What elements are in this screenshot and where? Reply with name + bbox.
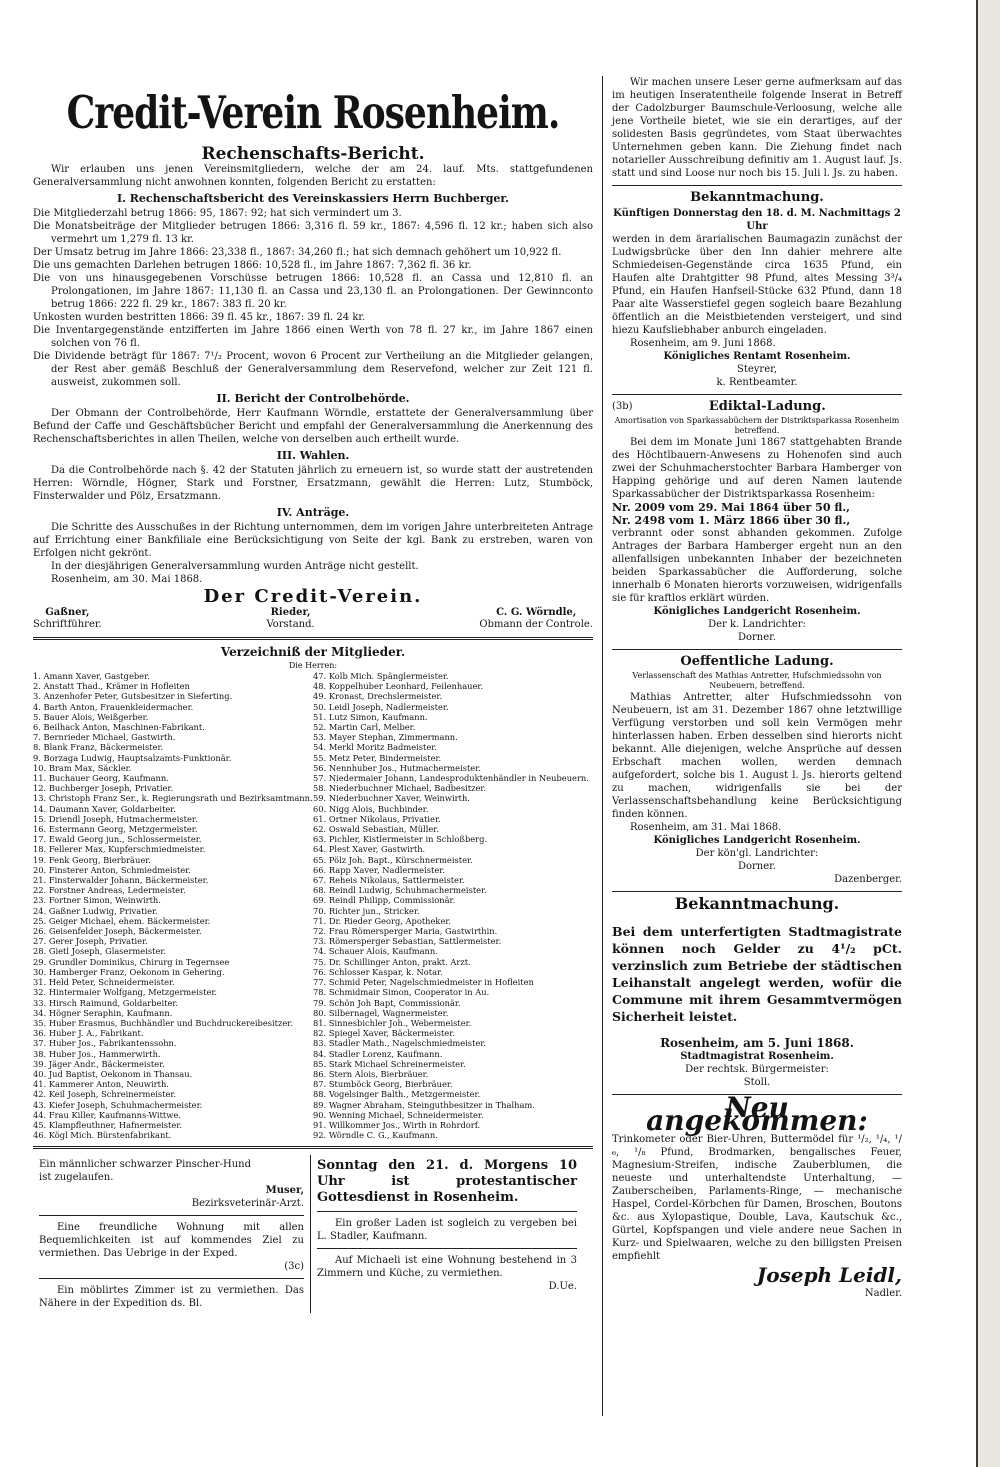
member-item: 17. Ewald Georg jun., Schlossermeister.: [33, 834, 202, 845]
member-item: 56. Nennhuber Jos., Hutmachermeister.: [313, 762, 481, 773]
ads-row: [33, 1155, 593, 1313]
column-divider: [602, 76, 603, 1416]
section-4-heading: IV. Anträge.: [276, 506, 350, 519]
rentamt-date: Rosenheim, am 9. Juni 1868.: [630, 338, 776, 349]
member-item: 16. Estermann Georg, Metzgermeister.: [33, 824, 198, 835]
report-item: Die Dividende beträgt für 1867: 7¹/₂ Procent, wovon 6 Procent zur Vertheilung an die Mitglieder gelangen, der Rest aber gemäß Beschluß der Generalversammlung dem Reservefond, welcher zur Zeit 121 fl. ausweist, zukommen soll.: [33, 351, 593, 388]
flat-ad-mark: (3c): [284, 1261, 304, 1273]
signatory: [479, 607, 593, 631]
member-item: 26. Geisenfelder Joseph, Bäckermeister.: [33, 926, 202, 937]
signatory-name: Gaßner,: [45, 607, 90, 618]
member-item: 73. Römersperger Sebastian, Sattlermeister.: [313, 936, 502, 947]
ads-column: [311, 1155, 583, 1313]
member-item: 65. Pölz Joh. Bapt., Kürschnermeister.: [313, 854, 473, 865]
flat-ad: Eine freundliche Wohnung mit allen Bequemlichkeiten ist auf kommendes Ziel zu vermiethen. Das Uebrige in der Exped.: [39, 1222, 304, 1260]
summons-office: Königliches Landgericht Rosenheim.: [653, 835, 861, 846]
member-item: 20. Finsterer Anton, Schmiedmeister.: [33, 864, 191, 875]
dog-ad-role: Bezirksveterinär-Arzt.: [191, 1198, 304, 1210]
member-item: 61. Ortner Nikolaus, Privatier.: [313, 813, 441, 824]
edict-name: Dorner.: [737, 632, 777, 643]
divider: [317, 1248, 577, 1249]
members-heading: Verzeichniß der Mitglieder.: [220, 645, 406, 659]
member-item: 37. Huber Jos., Fabrikantenssohn.: [33, 1038, 177, 1049]
edict-text: Bei dem im Monate Juni 1867 stattgehabten Brande des Höchtlbauern-Anwesens zu Hohenofen sind auch zwei der Schuhmacherstochter Barbara Hamberger von Happing gehörige und auf deren Namen lautende Sparkassabücher der Distriktsparkassa Rosenheim:: [612, 437, 902, 500]
signatory-role: Schriftführer.: [33, 619, 102, 630]
lending-role: Der rechtsk. Bürgermeister:: [685, 1064, 829, 1075]
member-item: 76. Schlosser Kaspar, k. Notar.: [313, 966, 443, 977]
member-item: 79. Schön Joh Bapt, Commissionär.: [313, 997, 461, 1008]
member-item: 30. Hamberger Franz, Oekonom in Gehering.: [33, 966, 225, 977]
member-item: 27. Gerer Joseph, Privatier.: [33, 936, 148, 947]
divider: [33, 637, 593, 640]
report-subtitle: Rechenschafts-Bericht.: [201, 144, 425, 164]
rentamt-name: Steyrer,: [737, 364, 777, 375]
member-item: 44. Frau Killer, Kaufmanns-Wittwe.: [33, 1109, 181, 1120]
member-item: 31. Held Peter, Schneidermeister.: [33, 977, 175, 988]
member-item: 66. Rapp Xaver, Nadlermeister.: [313, 864, 445, 875]
member-item: 21. Finsterwalder Johann, Bäckermeister.: [33, 875, 209, 886]
signature-block: [33, 607, 593, 631]
member-item: 24. Gaßner Ludwig, Privatier.: [33, 905, 158, 916]
member-item: 70. Richter jun., Stricker.: [313, 905, 420, 916]
signatory-name: C. G. Wörndle,: [496, 607, 577, 618]
left-column: [33, 60, 593, 1430]
member-item: 7. Bernrieder Michael, Gastwirth.: [33, 732, 176, 743]
divider: [612, 891, 902, 892]
member-item: 83. Stadler Math., Nagelschmiedmeister.: [313, 1038, 487, 1049]
member-item: 64. Plest Xaver, Gastwirth.: [313, 844, 426, 855]
report-item: Die von uns hinausgegebenen Vorschüsse betrugen 1866: 10,528 fl. an Cassa und 12,810 fl. an Prolongationen, im Jahre 1867: 11,130 fl. an Cassa und 23,130 fl. an Prolongationen. Der Gewinnconto betrug 1866: 222 fl. 29 kr., 1867: 383 fl. 20 kr.: [33, 273, 593, 310]
member-item: 13. Christoph Franz Ser., k. Regierungsrath und Bezirksamtmann.: [33, 793, 313, 804]
member-item: 33. Hirsch Raimund, Goldarbeiter.: [33, 997, 179, 1008]
member-item: 75. Dr. Schillinger Anton, prakt. Arzt.: [313, 956, 471, 967]
summons-heading: Oeffentliche Ladung.: [680, 654, 834, 669]
flat-ad-2: Auf Michaeli ist eine Wohnung bestehend in 3 Zimmern und Küche, zu vermiethen.: [317, 1255, 577, 1280]
members-list-right: [313, 671, 593, 1140]
new-arrivals-name: Joseph Leidl,: [756, 1263, 902, 1287]
member-item: 49. Kronast, Drechslermeister.: [313, 691, 443, 702]
section-3-heading: III. Wahlen.: [276, 449, 350, 462]
right-column: [612, 76, 902, 1446]
service-ad: Sonntag den 21. d. Morgens 10 Uhr ist protestantischer Gottesdienst in Rosenheim.: [317, 1158, 577, 1206]
member-item: 23. Fortner Simon, Weinwirth.: [33, 895, 161, 906]
rentamt-date-line: Künftigen Donnerstag den 18. d. M. Nachmittags 2 Uhr: [613, 208, 901, 232]
divider: [39, 1215, 304, 1216]
member-item: 91. Willkommer Jos., Wirth in Rohrdorf.: [313, 1119, 481, 1130]
member-item: 62. Oswald Sebastian, Müller.: [313, 824, 439, 835]
member-item: 48. Koppelhuber Leonhard, Feilenhauer.: [313, 681, 484, 692]
summons-date: Rosenheim, am 31. Mai 1868.: [630, 822, 782, 833]
divider: [39, 1278, 304, 1279]
member-item: 6. Beilhack Anton, Maschinen-Fabrikant.: [33, 722, 205, 733]
member-item: 88. Vogelsinger Balth., Metzgermeister.: [313, 1089, 481, 1100]
member-item: 90. Wenning Michael, Schneidermeister.: [313, 1109, 484, 1120]
member-item: 80. Silbernagel, Wagnermeister.: [313, 1007, 449, 1018]
member-item: 74. Schauer Alois, Kaufmann.: [313, 946, 438, 957]
member-item: 43. Kiefer Joseph, Schuhmachermeister.: [33, 1099, 203, 1110]
member-item: 12. Buchberger Joseph, Privatier.: [33, 783, 174, 794]
report-item: Die Inventargegenstände entzifferten im Jahre 1866 einen Werth von 78 fl. 27 kr., im Jahre 1867 einen solchen von 76 fl.: [33, 325, 593, 349]
member-item: 59. Niederbuchner Xaver, Weinwirth.: [313, 793, 470, 804]
section-2-text: Der Obmann der Controlbehörde, Herr Kaufmann Wörndle, erstattete der Generalversammlung über Befund der Caffe und Geschäftsbücher Bericht und empfahl der Generalversammlung die Anerkennung des Rechenschaftsberichtes in allen Theilen, welche von derselben auch ertheilt wurde.: [33, 408, 593, 445]
member-item: 89. Wagner Abraham, Steinguthbesitzer in Thalham.: [313, 1099, 535, 1110]
member-item: 60. Nigg Alois, Buchbinder.: [313, 803, 429, 814]
member-item: 50. Leidl Joseph, Nadlermeister.: [313, 701, 449, 712]
divider: [317, 1211, 577, 1212]
member-item: 86. Stern Alois, Bierbräuer.: [313, 1068, 429, 1079]
member-item: 35. Huber Erasmus, Buchhändler und Buchdruckereibesitzer.: [33, 1017, 293, 1028]
member-item: 77. Schmid Peter, Nagelschmiedmeister in Hofleiten: [313, 977, 534, 988]
lending-office: Stadtmagistrat Rosenheim.: [680, 1051, 834, 1062]
rentamt-role: k. Rentbeamter.: [716, 377, 798, 388]
member-item: 28. Gietl Joseph, Glasermeister.: [33, 946, 167, 957]
signature-title: Der Credit-Verein.: [203, 586, 423, 607]
member-item: 52. Martin Carl, Melber.: [313, 722, 416, 733]
member-item: 87. Stumböck Georg, Bierbräuer.: [313, 1079, 453, 1090]
report-item: Die Monatsbeiträge der Mitglieder betrugen 1866: 3,316 fl. 59 kr., 1867: 4,596 fl. 12 kr.; haben sich also vermehrt um 1,279 fl. 13 kr.: [33, 221, 593, 245]
member-item: 51. Lutz Simon, Kaufmann.: [313, 711, 428, 722]
signatory: [33, 607, 102, 631]
divider: [612, 394, 902, 395]
member-item: 40. Jud Baptist, Oekonom in Thansau.: [33, 1068, 193, 1079]
member-item: 19. Fenk Georg, Bierbräuer.: [33, 854, 151, 865]
member-item: 9. Borzaga Ludwig, Hauptsalzamts-Funktionär.: [33, 752, 232, 763]
member-item: 81. Sinnesbichler Joh., Webermeister.: [313, 1017, 472, 1028]
lending-text: Bei dem unterfertigten Stadtmagistrate können noch Gelder zu 4¹/₂ pCt. verzinslich zum Betriebe der städtischen Leihanstalt angelegt werden, wofür die Commune mit ihrem Gesammtvermögen Sicherheit leistet.: [612, 923, 902, 1024]
member-item: 8. Blank Franz, Bäckermeister.: [33, 742, 164, 753]
new-arrivals-text: Trinkometer oder Bier-Uhren, Buttermödel für ¹/₂, ¹/₄, ¹/₆, ¹/₈ Pfund, Brodmarken, bengalisches Feuer, Magnesium-Streifen, indische Zauberblumen, die neueste und unterhaltendste Unterhaltung, — Zauberscheiben, Parlaments-Ringe, — mechanische Haspel, Cordel-Körbchen für Damen, Broschen, Boutons &c. aus Xylopastique, Double, Lava, Kautschuk &c., Gürtel, Kopfspangen und viele andere neue Sachen in Kurz- und Spielwaaren, welche zu den billigsten Preisen empfiehlt: [612, 1134, 902, 1262]
member-item: 45. Klampfleuthner, Hafnermeister.: [33, 1119, 182, 1130]
room-ad: Ein möblirtes Zimmer ist zu vermiethen. Das Nähere in der Expedition ds. Bl.: [39, 1285, 304, 1310]
ads-column: [33, 1155, 311, 1313]
summons-text: Mathias Antretter, alter Hufschmiedssohn von Neubeuern, ist am 31. Dezember 1867 ohne letztwillige Verfügung verstorben und soll kein Vermögen mehr hinterlassen haben. Erben desselben sind hierorts nicht bekannt. Alle diejenigen, welche Ansprüche auf dessen Erbschaft machen wollen, werden demnach aufgefordert, solche bis 1. August l. Js. hierorts geltend zu machen, widrigenfalls sie bei der Verlassenschaftsbehandlung keine Berücksichtigung finden können.: [612, 692, 902, 820]
report-intro: Wir erlauben uns jenen Vereinsmitgliedern, welche der am 24. lauf. Mts. stattgefundenen Generalversammlung nicht anwohnen konnten, folgenden Bericht zu erstatten:: [33, 164, 593, 188]
section-4-text: Die Schritte des Ausschußes in der Richtung unternommen, dem im vorigen Jahre unterbreiteten Antrage auf Errichtung einer Bankfiliale eine Berücksichtigung von Seite der kgl. Bank zu erstreben, waren von Erfolgen nicht gekrönt.: [33, 522, 593, 559]
member-item: 92. Wörndle C. G., Kaufmann.: [313, 1130, 438, 1141]
lending-heading: Bekanntmachung.: [674, 894, 840, 913]
shop-ad: Ein großer Laden ist sogleich zu vergeben bei L. Stadler, Kaufmann.: [317, 1218, 577, 1243]
member-item: 63. Pichler, Kistlermeister in Schloßberg.: [313, 834, 488, 845]
signatory: [266, 607, 314, 631]
member-item: 78. Schmidmair Simon, Cooperator in Au.: [313, 987, 490, 998]
lending-date: Rosenheim, am 5. Juni 1868.: [660, 1036, 854, 1050]
members-sub: Die Herren:: [288, 661, 338, 670]
section-2-heading: II. Bericht der Controlbehörde.: [216, 392, 410, 405]
member-item: 32. Hintermaier Wolfgang, Metzgermeister.: [33, 987, 218, 998]
member-item: 11. Buchauer Georg, Kaufmann.: [33, 773, 169, 784]
flat-ad-2-mark: D.Ue.: [548, 1281, 577, 1293]
rentamt-text: werden in dem ärarialischen Baumagazin zunächst der Ludwigsbrücke über den Inn dahier mehrere alte Schmiedeisen-Gegenstände circa 1635 Pfund, ein Haufen alte Drahtgitter 98 Pfund, altes Messing 3³/₄ Pfund, ein Haufen Hanfseil-Stücke 632 Pfund, dann 18 Paar alte Wasserstiefel gegen sogleich baare Bezahlung öffentlich an die Meistbietenden versteigert, und sind hiezu Kaufsliebhaber anburch eingeladen.: [612, 234, 902, 336]
notice-cadolzburg: Wir machen unsere Leser gerne aufmerksam auf das im heutigen Inseratentheile folgende Inserat in Betreff der Cadolzburger Baumschule-Verloosung, welche alle jene Vortheile bietet, wie sie ein derartiges, auf der solidesten Basis gegründetes, vom Staat überwachtes Unternehmen geben kann. Die Ziehung findet nach notarieller Ausschreibung definitiv am 1. August lauf. Js. statt und sind Loose nur noch bis 15. Juli l. Js. zu haben.: [612, 77, 902, 179]
summons-clerk: Dazenberger.: [834, 874, 902, 885]
member-item: 69. Reindl Philipp, Commissionär.: [313, 895, 456, 906]
members-list-left: [33, 671, 313, 1140]
divider: [33, 1146, 593, 1149]
edict-book-2: Nr. 2498 vom 1. März 1866 über 30 fl.,: [612, 514, 851, 527]
summons-sub: Verlassenschaft des Mathias Antretter, Hufschmiedssohn von Neubeuern, betreffend.: [632, 671, 882, 690]
edict-text-2: verbrannt oder sonst abhanden gekommen. Zufolge Antrages der Barbara Hamberger ergeht nun an den allenfallsigen unbekannten Inhaber der bezeichneten beiden Sparkassabücher die Aufforderung, solche innerhalb 6 Monaten hierorts vorzuweisen, widrigenfalls sie für kraftlos erklärt würden.: [612, 528, 902, 604]
member-item: 36. Huber J. A., Fabrikant.: [33, 1028, 144, 1039]
member-item: 34. Högner Seraphin, Kaufmann.: [33, 1007, 173, 1018]
member-item: 4. Barth Anton, Frauenkleidermacher.: [33, 701, 194, 712]
member-item: 67. Reheis Nikolaus, Sattlermeister.: [313, 875, 465, 886]
member-item: 39. Jäger Andr., Bäckermeister.: [33, 1058, 165, 1069]
member-item: 54. Merkl Moritz Badmeister.: [313, 742, 437, 753]
report-item: Unkosten wurden bestritten 1866: 39 fl. 45 kr., 1867: 39 fl. 24 kr.: [33, 312, 366, 323]
divider: [612, 649, 902, 650]
report-item: Die Mitgliederzahl betrug 1866: 95, 1867: 92; hat sich vermindert um 3.: [33, 208, 402, 219]
rentamt-heading: Bekanntmachung.: [690, 190, 824, 205]
new-arrivals-heading: Neu angekommen:: [646, 1091, 868, 1137]
edict-office: Königliches Landgericht Rosenheim.: [653, 606, 861, 617]
member-item: 38. Huber Jos., Hammerwirth.: [33, 1048, 161, 1059]
member-item: 46. Kögl Mich. Bürstenfabrikant.: [33, 1130, 172, 1141]
member-item: 47. Kolb Mich. Spänglermeister.: [313, 671, 449, 681]
member-item: 1. Amann Xaver, Gastgeber.: [33, 671, 150, 681]
report-item: Der Umsatz betrug im Jahre 1866: 23,338 fl., 1867: 34,260 fl.; hat sich demnach gehöhert um 10,922 fl.: [33, 247, 562, 258]
dog-ad: [39, 1158, 304, 1184]
section-4-text: In der diesjährigen Generalversammlung wurden Anträge nicht gestellt.: [51, 561, 419, 572]
edict-mark: (3b): [612, 401, 633, 412]
edict-sub: Amortisation von Sparkassabüchern der Distriktsparkassa Rosenheim betreffend.: [614, 416, 900, 435]
page-edge: [976, 0, 1000, 1467]
member-item: 57. Niedermaier Johann, Landesproduktenhändler in Neubeuern.: [313, 773, 589, 784]
divider: [612, 185, 902, 186]
member-item: 72. Frau Römersperger Maria, Gastwirthin.: [313, 926, 498, 937]
summons-role: Der kön'gl. Landrichter:: [695, 848, 819, 859]
member-item: 55. Metz Peter, Bindermeister.: [313, 752, 442, 763]
member-item: 84. Stadler Lorenz, Kaufmann.: [313, 1048, 443, 1059]
section-3-text: Da die Controlbehörde nach §. 42 der Statuten jährlich zu erneuern ist, so wurde statt der austretenden Herren: Wörndle, Högner, Stark und Forstner, Ersatzmann, gewählt die Herren: Lutz, Stumböck, Finsterwalder und Pölz, Ersatzmann.: [33, 465, 593, 502]
lending-name: Stoll.: [743, 1077, 771, 1088]
edict-role: Der k. Landrichter:: [708, 619, 806, 630]
member-item: 25. Geiger Michael, ehem. Bäckermeister.: [33, 915, 211, 926]
edict-heading: [612, 400, 902, 413]
member-item: 42. Keil Joseph, Schreinermeister.: [33, 1089, 177, 1100]
signatory-role: Vorstand.: [266, 619, 315, 630]
rentamt-office: Königliches Rentamt Rosenheim.: [663, 351, 851, 362]
section-1-heading: I. Rechenschaftsbericht des Vereinskassiers Herrn Buchberger.: [116, 192, 510, 205]
new-arrivals-role: Nadler.: [864, 1288, 902, 1299]
dog-ad-text: Ein männlicher schwarzer Pinscher-Hund: [39, 1159, 251, 1171]
members-list: [33, 671, 593, 1140]
member-item: 14. Daumann Xaver, Goldarbeiter.: [33, 803, 177, 814]
member-item: 5. Bauer Alois, Weißgerber.: [33, 711, 149, 722]
report-date: Rosenheim, am 30. Mai 1868.: [51, 574, 203, 585]
member-item: 85. Stark Michael Schreinermeister.: [313, 1058, 466, 1069]
signatory-role: Obmann der Controle.: [479, 619, 593, 630]
member-item: 18. Fellerer Max, Kupferschmiedmeister.: [33, 844, 206, 855]
member-item: 22. Forstner Andreas, Ledermeister.: [33, 885, 186, 896]
member-item: 53. Mayer Stephan, Zimmermann.: [313, 732, 458, 743]
edict-title: Ediktal-Ladung.: [708, 399, 826, 414]
dog-ad-name: Muser,: [265, 1185, 304, 1197]
member-item: 2. Anstatt Thad., Krämer in Hofleiten: [33, 681, 190, 692]
member-item: 58. Niederbuchner Michael, Badbesitzer.: [313, 783, 487, 794]
member-item: 68. Reindl Ludwig, Schuhmachermeister.: [313, 885, 487, 896]
member-item: 29. Grundler Dominikus, Chirurg in Tegernsee: [33, 956, 230, 967]
page-title: Credit-Verein Rosenheim.: [66, 86, 560, 140]
member-item: 3. Anzenhofer Peter, Gutsbesitzer in Sieferting.: [33, 691, 233, 702]
dog-ad-signer: [39, 1184, 304, 1210]
summons-name: Dorner.: [737, 861, 777, 872]
dog-ad-text: ist zugelaufen.: [39, 1172, 114, 1184]
edict-book-1: Nr. 2009 vom 29. Mai 1864 über 50 fl.,: [612, 501, 850, 514]
member-item: 15. Driendl Joseph, Hutmachermeister.: [33, 813, 198, 824]
signatory-name: Rieder,: [270, 607, 311, 618]
member-item: 71. Dr. Rieder Georg, Apotheker.: [313, 915, 452, 926]
member-item: 10. Bram Max, Säckler.: [33, 762, 132, 773]
report-item: Die uns gemachten Darlehen betrugen 1866: 10,528 fl., im Jahre 1867: 7,362 fl. 36 kr.: [33, 260, 472, 271]
member-item: 41. Kammerer Anton, Neuwirth.: [33, 1079, 169, 1090]
member-item: 82. Spiegel Xaver, Bäckermeister.: [313, 1028, 455, 1039]
